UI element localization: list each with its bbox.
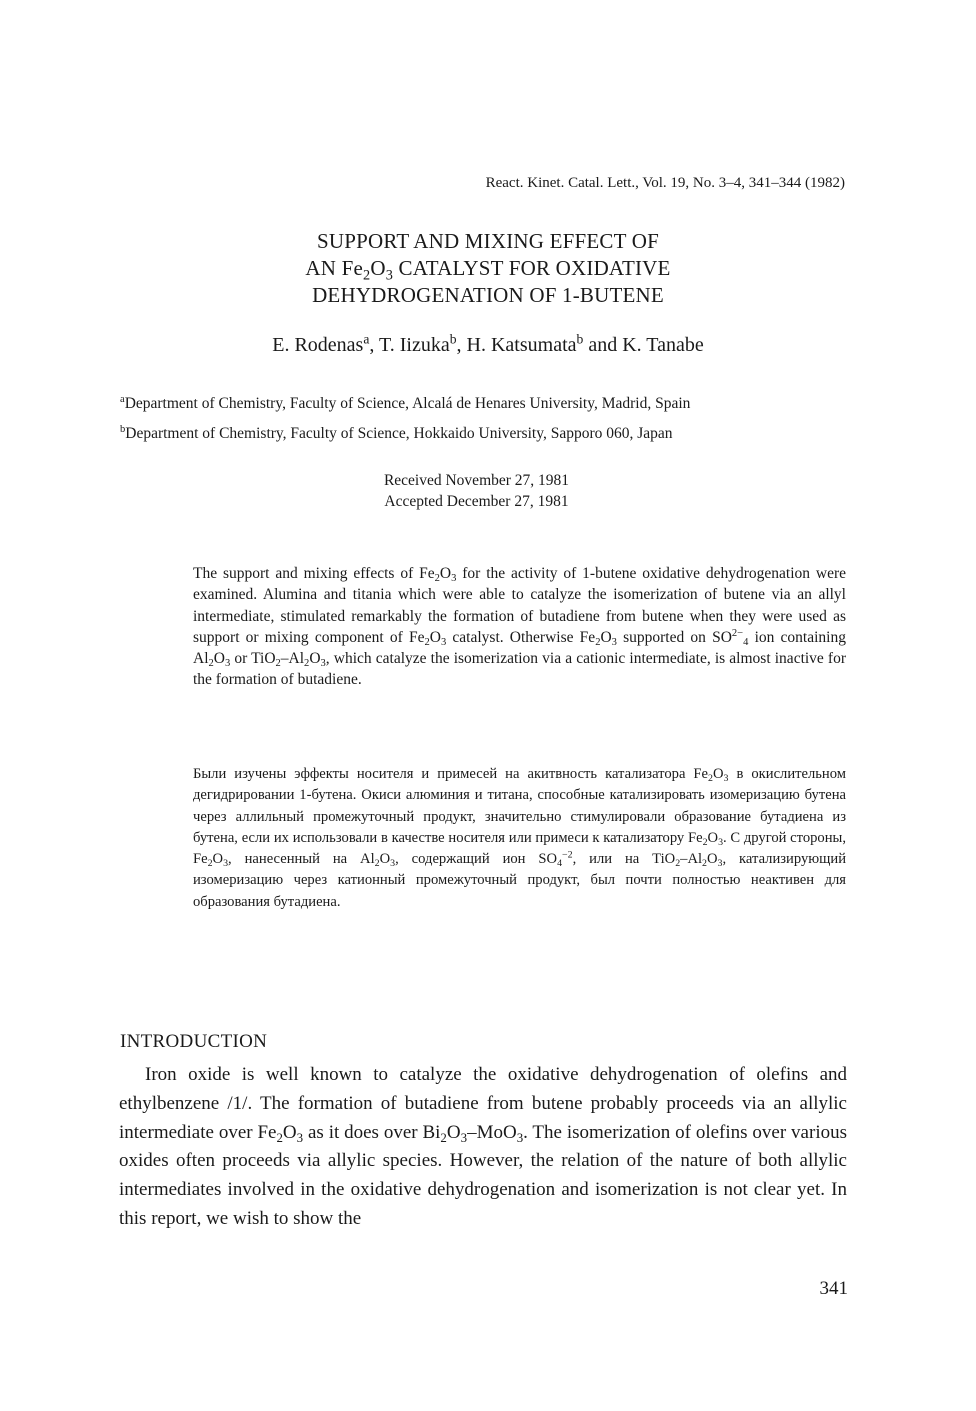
author-list: E. Rodenas$^a$, T. Iizuka$^b$, H. Katsumata$^b$ and K. Tanabe (272, 331, 704, 356)
author-affiliation-mark: b (576, 331, 584, 347)
title-line-1: SUPPORT AND MIXING EFFECT OF (317, 229, 659, 253)
introduction-paragraph: Iron oxide is well known to catalyze the oxidative dehydrogenation of olefins and ethylbenzene /1/. The formation of butadiene from butene probably proceeds via an allylic intermediate over $Fe_2O_3$ as it does over $Bi_2O_3-MoO_3$. The isomerization of olefins over various oxides often proceeds via allylic species. However, the relation of the nature of both allylic intermediates involved in the oxidative dehydrogenation and isomerization is not clear yet. In this report, we wish to show the (119, 1064, 847, 1229)
received-date: Received November 27, 1981 (383, 472, 570, 489)
author: E. Rodenas (272, 334, 364, 356)
author: H. Katsumata (466, 334, 577, 356)
abstract-russian: Были изучены эффекты носителя и примесей на акитвность катализатора $Fe_2O_3$ в окислительном дегидрировании 1-бутена. Окиси алюминия и титана, способные катализировать изомеризацию бутена через аллильный промежуточный продукт, значительно стимулировали образование бутадиена из бутена, если их использовали в качестве носителя или примеси к катализатору $Fe_2O_3$. С другой стороны, $Fe_2O_3$, нанесенный на $Al_2O_3$, содержащий ион $SO_4^{-2}$, или на $TiO_2-Al_2O_3$, катализирующий изомеризацию через катионный промежуточный продукт, был почти полностью неактивен для образования бутадиена. (193, 766, 847, 910)
section-heading-introduction: INTRODUCTION (120, 1031, 268, 1052)
affiliation-a: $^a$Department of Chemistry, Faculty of Science, Alcalá de Henares University, Madrid, Spain (120, 394, 691, 412)
accepted-date: Accepted December 27, 1981 (384, 493, 569, 510)
author: K. Tanabe (622, 334, 704, 356)
paper-title (0, 228, 976, 309)
affiliation-b: $^b$Department of Chemistry, Faculty of Science, Hokkaido University, Sapporo 060, Japan (120, 424, 673, 442)
title-line-2: AN $Fe_2O_3$ CATALYST FOR OXIDATIVE (305, 256, 671, 284)
title-line-3: DEHYDROGENATION OF 1-BUTENE (312, 283, 664, 307)
author: T. Iizuka (379, 334, 450, 356)
abstract-english: The support and mixing effects of $Fe_2O_3$ for the activity of 1-butene oxidative dehydrogenation were examined. Alumina and titania which were able to catalyze the isomerization of butene via an allyl intermediate, stimulated remarkably the formation of butadiene from butene when they were used as support or mixing component of $Fe_2O_3$ catalyst. Otherwise $Fe_2O_3$ supported on $SO^{2-}_4$ ion containing $Al_2O_3$ or $TiO_2-Al_2O_3$, which catalyze the isomerization via a cationic intermediate, is almost inactive for the formation of butadiene. (193, 565, 847, 689)
author-affiliation-mark: a (363, 331, 370, 347)
author-affiliation-mark: b (449, 331, 457, 347)
submission-dates (0, 470, 953, 512)
journal-reference: React. Kinet. Catal. Lett., Vol. 19, No. 3–4, 341–344 (1982) (485, 175, 845, 191)
page-number: 341 (819, 1278, 848, 1299)
